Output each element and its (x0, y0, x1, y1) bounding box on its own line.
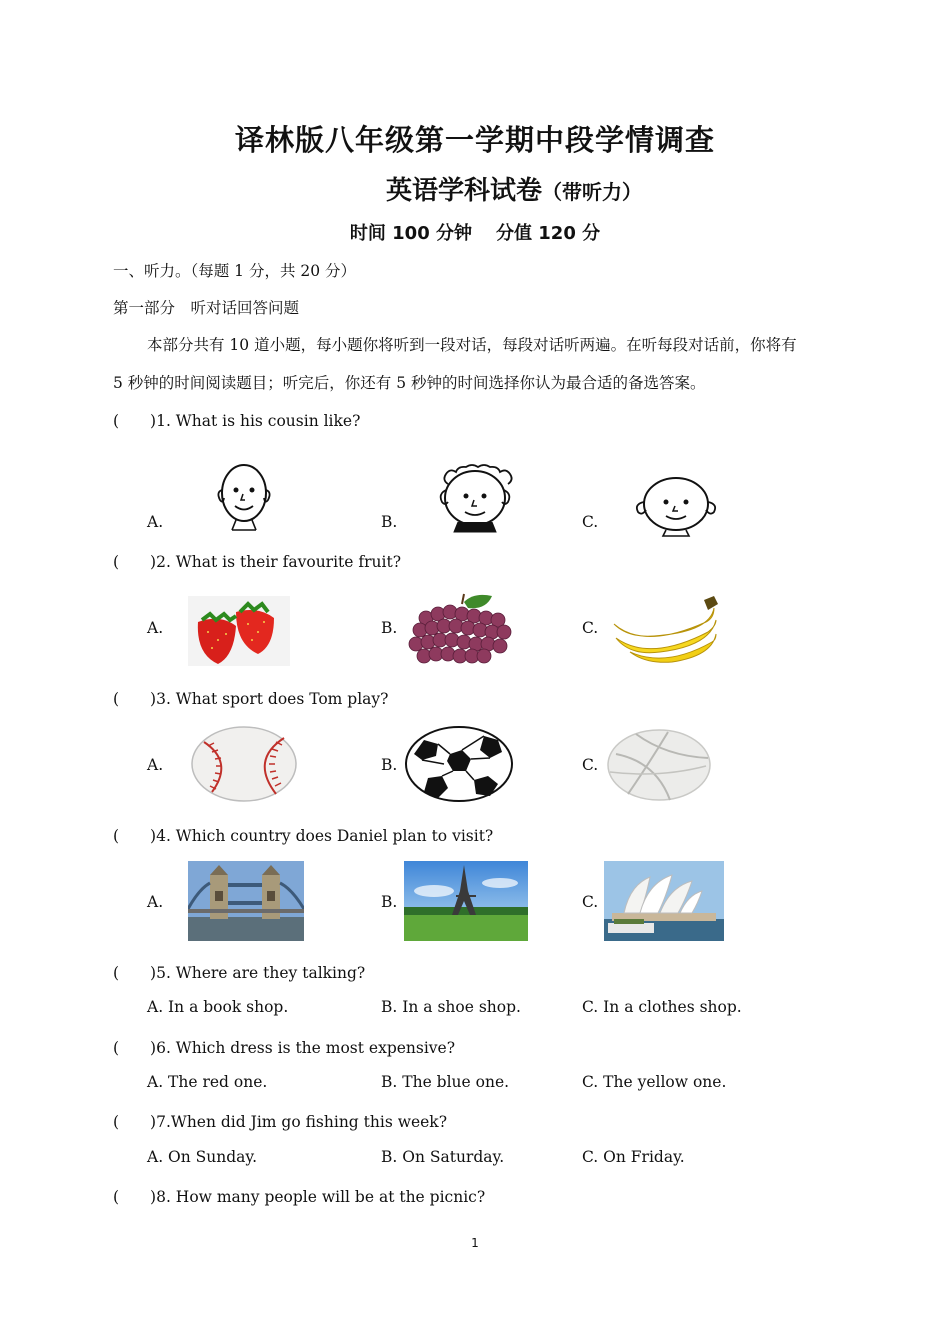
q1-option-c: C. (582, 513, 599, 531)
q6-option-a: A. The red one. (147, 1073, 268, 1091)
q6-option-c: C. The yellow one. (582, 1073, 727, 1091)
question-7: ( )7.When did Jim go fishing this week? (113, 1113, 448, 1131)
tower-bridge-photo (188, 861, 304, 941)
bald-smiling-face-icon (210, 460, 278, 532)
question-4: ( )4. Which country does Daniel plan to visit? (113, 827, 494, 845)
exam-subtitle (386, 170, 642, 207)
q3-option-b: B. (381, 756, 398, 774)
curly-hair-face-icon (430, 462, 520, 534)
q5-option-c: C. In a clothes shop. (582, 998, 742, 1016)
question-5: ( )5. Where are they talking? (113, 964, 366, 982)
question-3: ( )3. What sport does Tom play? (113, 690, 389, 708)
soccer-ball-icon (404, 726, 514, 802)
sydney-opera-house-photo (604, 861, 724, 941)
q2-option-b: B. (381, 619, 398, 637)
q6-option-b: B. The blue one. (381, 1073, 510, 1091)
exam-score: 分值 120 分 (496, 223, 601, 244)
subtitle-note: （带听力） (542, 180, 643, 204)
part-heading: 第一部分 听对话回答问题 (113, 299, 300, 317)
q3-option-c: C. (582, 756, 599, 774)
question-6: ( )6. Which dress is the most expensive? (113, 1039, 456, 1057)
bananas-icon (610, 594, 720, 664)
strawberries-icon (188, 596, 290, 666)
volleyball-icon (606, 728, 712, 802)
q1-option-a: A. (147, 513, 164, 531)
q2-option-c: C. (582, 619, 599, 637)
q4-option-b: B. (381, 893, 398, 911)
instruction-line-1: 本部分共有 10 道小题，每小题你将听到一段对话，每段对话听两遍。在听每段对话前，你将有 (147, 336, 797, 354)
question-1: ( )1. What is his cousin like? (113, 412, 361, 430)
q1-option-b: B. (381, 513, 398, 531)
instruction-line-2: 5 秒钟的时间阅读题目；听完后，你还有 5 秒钟的时间选择你认为最合适的备选答案。 (113, 374, 706, 392)
q7-option-a: A. On Sunday. (147, 1148, 258, 1166)
q7-option-b: B. On Saturday. (381, 1148, 505, 1166)
eiffel-tower-photo (404, 861, 528, 941)
q4-option-a: A. (147, 893, 164, 911)
q4-option-c: C. (582, 893, 599, 911)
page-number: 1 (471, 1236, 479, 1250)
grapes-icon (404, 590, 516, 666)
q2-option-a: A. (147, 619, 164, 637)
exam-title: 译林版八年级第一学期中段学情调查 (234, 123, 715, 157)
section-heading: 一、听力。（每题 1 分，共 20 分） (113, 262, 357, 280)
question-8: ( )8. How many people will be at the picnic? (113, 1188, 486, 1206)
q5-option-b: B. In a shoe shop. (381, 998, 521, 1016)
exam-time-score (0, 219, 950, 245)
q3-option-a: A. (147, 756, 164, 774)
round-face-icon (628, 474, 724, 538)
q5-option-a: A. In a book shop. (147, 998, 289, 1016)
exam-time: 时间 100 分钟 (349, 223, 472, 244)
baseball-icon (190, 726, 298, 802)
q7-option-c: C. On Friday. (582, 1148, 685, 1166)
question-2: ( )2. What is their favourite fruit? (113, 553, 402, 571)
subtitle-text: 英语学科试卷 (386, 176, 543, 206)
